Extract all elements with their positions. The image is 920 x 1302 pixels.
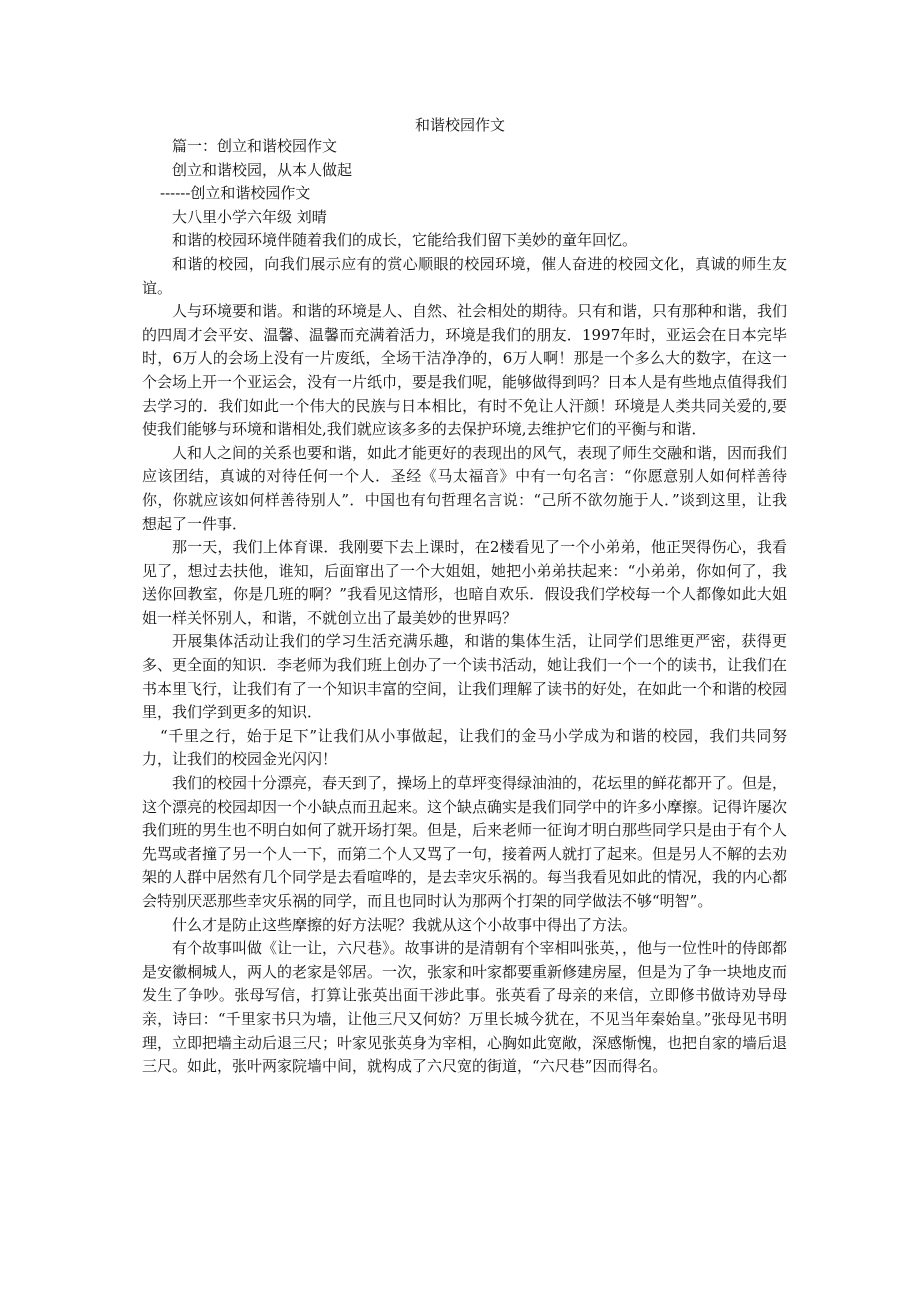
paragraph: 我们的校园十分漂亮，春天到了，操场上的草坪变得绿油油的，花坛里的鲜花都开了。但是，这个漂亮的校园却因一个小缺点而丑起来。这个缺点确实是我们同学中的许多小摩擦。记得许屡次我们班的男生也不明白如何了就开场打架。但是，后来老师一征询才明白那些同学只是由于有个人先骂或者撞了另一个人一下，而第二个人又骂了一句，接着两人就打了起来。但是另人不解的去劝架的人群中居然有几个同学是去看喧哗的，是去幸灾乐祸的。每当我看见如此的情况，我的内心都会特别厌恶那些幸灾乐祸的同学，而且也同时认为那两个打架的同学做法不够“明智”。 xyxy=(142,774,788,910)
paragraph: “千里之行，始于足下”让我们从小事做起，让我们的金马小学成为和谐的校园，我们共同努力，让我们的校园金光闪闪！ xyxy=(142,726,787,769)
paragraph: 人与环境要和谐。和谐的环境是人、自然、社会相处的期待。只有和谐，只有那种和谐，我们的四周才会平安、温馨、温馨而充满着活力，环境是我们的朋友．1997年时，亚运会在日本完毕时，6万人的会场上没有一片废纸，全场干洁净净的，6万人啊！那是一个多么大的数字，在这一个会场上开一个亚运会，没有一片纸巾，要是我们呢，能够做得到吗？日本人是有些地点值得我们去学习的．我们如此一个伟大的民族与日本相比，有时不免让人汗颜！环境是人类共同关爱的,要使我们能够与环境和谐相处,我们就应该多多的去保护环境,去维护它们的平衡与和谐． xyxy=(142,302,788,439)
paragraph: ------创立和谐校园作文 xyxy=(160,184,311,203)
document-body xyxy=(142,135,787,1079)
paragraph: 开展集体活动让我们的学习生活充满乐趣，和谐的集体生活，让同学们思维更严密，获得更多、更全面的知识．李老师为我们班上创办了一个读书活动，她让我们一个一个的读书，让我们在书本里飞行，让我们有了一个知识丰富的空间，让我们理解了读书的好处，在如此一个和谐的校园里，我们学到更多的知识． xyxy=(142,632,788,722)
paragraph: 篇一：创立和谐校园作文 xyxy=(172,137,338,155)
paragraph: 什么才是防止这些摩擦的好方法呢？我就从这个小故事中得出了方法。 xyxy=(172,915,638,934)
paragraph: 和谐的校园环境伴随着我们的成长，它能给我们留下美妙的童年回忆。 xyxy=(172,231,638,250)
paragraph: 那一天，我们上体育课．我刚要下去上课时，在2楼看见了一个小弟弟，他正哭得伤心，我看见了，想过去扶他，谁知，后面窜出了一个大姐姐，她把小弟弟扶起来：“小弟弟，你如何了，我送你回教室，你是几班的啊？”我看见这情形，也暗自欢乐．假设我们学校每一个人都像如此大姐姐一样关怀别人，和谐，不就创立出了最美妙的世界吗？ xyxy=(142,538,787,627)
paragraph: 和谐的校园，向我们展示应有的赏心顺眼的校园环境，催人奋进的校园文化，真诚的师生友谊。 xyxy=(142,254,787,297)
paragraph: 有个故事叫做《让一让，六尺巷》。故事讲的是清朝有个宰相叫张英，，他与一位性叶的侍郎都是安徽桐城人，两人的老家是邻居。一次，张家和叶家都要重新修建房屋，但是为了争一块地皮而发生了争吵。张母写信，打算让张英出面干涉此事。张英看了母亲的来信，立即修书做诗劝导母亲，诗曰：“千里家书只为墙，让他三尺又何妨？万里长城今犹在，不见当年秦始皇。”张母见书明理，立即把墙主动后退三尺；叶家见张英身为宰相，心胸如此宽敞，深感惭愧，也把自家的墙后退三尺。如此，张叶两家院墙中间，就构成了六尺宽的街道，“六尺巷”因而得名。 xyxy=(142,939,788,1076)
paragraph: 大八里小学六年级 刘晴 xyxy=(172,207,327,226)
paragraph: 人和人之间的关系也要和谐，如此才能更好的表现出的风气，表现了师生交融和谐，因而我们应该团结，真诚的对待任何一个人．圣经《马太福音》中有一句名言：“你愿意别人如何样善待你，你就应该如何样善待别人”．中国也有句哲理名言说：“己所不欲勿施于人．”谈到这里，让我想起了一件事． xyxy=(142,443,788,533)
paragraph: 创立和谐校园，从本人做起 xyxy=(172,160,353,179)
document-title: 和谐校园作文 xyxy=(414,116,505,134)
